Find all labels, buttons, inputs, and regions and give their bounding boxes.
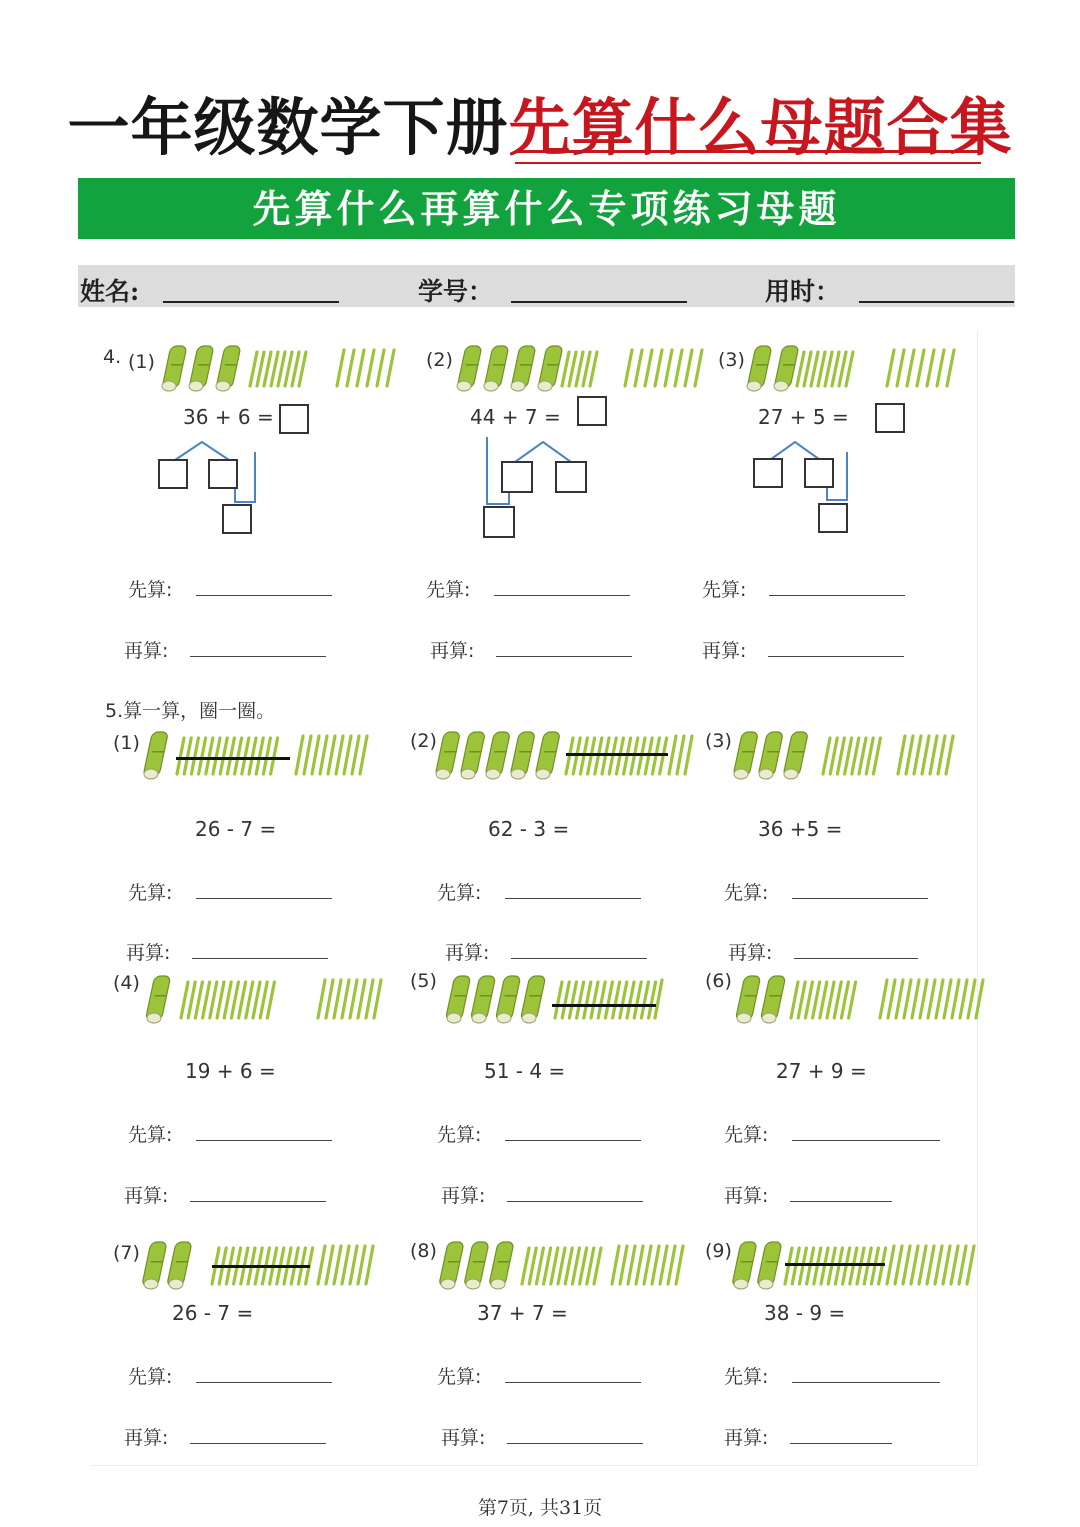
stick-bundle-icon (484, 346, 509, 391)
stick-bundle-icon (760, 976, 785, 1023)
stick-bundle-icon (142, 1242, 167, 1289)
stick-bundle-icon (747, 346, 772, 391)
q4-1-tens-box[interactable] (208, 459, 238, 489)
stick-bundle-icon (735, 976, 760, 1023)
single-sticks-icon (887, 350, 954, 386)
banner-text: 先算什么再算什么专项练习母题 (252, 186, 841, 231)
q5-4-then-label: 再算: (124, 1185, 169, 1207)
q4-1-answer-box[interactable] (279, 404, 309, 434)
stick-bundle-icon (167, 1242, 192, 1289)
single-sticks-icon (177, 738, 278, 774)
q4-2-first-label: 先算: (426, 579, 471, 601)
stick-bundle-icon (216, 346, 241, 391)
q5-1-first-line[interactable] (196, 898, 332, 899)
q5-7-then-label: 再算: (124, 1427, 169, 1449)
page-footer: 第7页, 共31页 (477, 1497, 603, 1519)
q4-number: 4. (103, 346, 122, 368)
q5-9-then-label: 再算: (724, 1427, 769, 1449)
single-sticks-icon (250, 352, 306, 386)
q5-9-strike-line (785, 1263, 885, 1266)
q5-7-then-line[interactable] (190, 1443, 326, 1444)
q5-2-strike-line (566, 753, 668, 756)
q5-9-label: (9) (705, 1240, 732, 1262)
stick-bundle-icon (520, 976, 545, 1023)
q5-1-equation: 26 - 7 = (195, 817, 277, 841)
single-sticks-icon (318, 1246, 373, 1284)
single-sticks-icon (296, 736, 367, 774)
q5-4-first-label: 先算: (128, 1124, 173, 1146)
single-sticks-icon (785, 1248, 886, 1284)
stick-bundle-icon (439, 1242, 464, 1289)
q4-2-then-label: 再算: (430, 640, 475, 662)
single-sticks-icon (522, 1248, 601, 1284)
single-sticks-icon (318, 980, 381, 1018)
q5-6-equation: 27 + 9 = (776, 1059, 867, 1083)
stick-bundle-icon (464, 1242, 489, 1289)
single-sticks-icon (880, 980, 983, 1018)
q4-3-first-line[interactable] (769, 595, 905, 596)
stick-bundle-icon (733, 732, 758, 779)
time-label: 用时： (765, 277, 841, 306)
q5-8-label: (8) (410, 1240, 437, 1262)
q5-8-then-line[interactable] (507, 1443, 643, 1444)
q5-3-first-label: 先算: (724, 882, 769, 904)
q5-7-equation: 26 - 7 = (172, 1301, 254, 1325)
q5-4-first-line[interactable] (196, 1140, 332, 1141)
q5-6-then-line[interactable] (790, 1201, 892, 1202)
single-sticks-icon (669, 736, 692, 774)
stick-bundle-icon (457, 346, 482, 391)
q5-1-then-line[interactable] (192, 958, 328, 959)
q5-3-equation: 36 +5 = (758, 817, 843, 841)
q4-3-tens-box[interactable] (804, 458, 834, 488)
q4-3-ones-box[interactable] (753, 458, 783, 488)
single-sticks-icon (562, 352, 597, 386)
q5-3-label: (3) (705, 730, 732, 752)
stick-bundle-icon (460, 732, 485, 779)
single-sticks-icon (612, 1246, 683, 1284)
single-sticks-icon (337, 350, 394, 386)
q5-2-then-label: 再算: (445, 942, 490, 964)
q5-9-first-line[interactable] (792, 1382, 940, 1383)
stick-bundle-icon (774, 346, 799, 391)
single-sticks-icon (823, 738, 880, 774)
q5-2-first-label: 先算: (437, 882, 482, 904)
q5-6-then-label: 再算: (724, 1185, 769, 1207)
stick-bundle-icon (435, 732, 460, 779)
stick-bundle-icon (757, 1242, 782, 1289)
q5-3-then-label: 再算: (728, 942, 773, 964)
q4-2-sum-box[interactable] (483, 506, 515, 538)
q5-4-then-line[interactable] (190, 1201, 326, 1202)
stick-bundle-icon (495, 976, 520, 1023)
q5-8-then-label: 再算: (441, 1427, 486, 1449)
q4-1-then-line[interactable] (190, 656, 326, 657)
single-sticks-icon (791, 982, 856, 1018)
stick-bundle-icon (162, 346, 187, 391)
q5-3-then-line[interactable] (794, 958, 918, 959)
stick-bundle-icon (758, 732, 783, 779)
q5-5-then-label: 再算: (441, 1185, 486, 1207)
q4-2-tens-box[interactable] (555, 461, 587, 493)
q5-6-first-label: 先算: (724, 1124, 769, 1146)
stick-bundle-icon (145, 976, 170, 1023)
stick-bundle-icon (485, 732, 510, 779)
q5-3-first-line[interactable] (792, 898, 928, 899)
q4-3-label: (3) (718, 349, 745, 371)
q4-1-label: (1) (128, 351, 155, 373)
single-sticks-icon (898, 736, 953, 774)
q5-5-first-line[interactable] (505, 1140, 641, 1141)
stick-bundle-icon (470, 976, 495, 1023)
q5-8-first-line[interactable] (505, 1382, 641, 1383)
single-sticks-icon (181, 982, 274, 1018)
q5-7-first-line[interactable] (196, 1382, 332, 1383)
q4-1-ones-box[interactable] (158, 459, 188, 489)
q4-3-sum-box[interactable] (818, 503, 848, 533)
q5-1-then-label: 再算: (126, 942, 171, 964)
q5-heading: 5.算一算，圈一圈。 (105, 700, 276, 722)
q4-2-first-line[interactable] (494, 595, 630, 596)
stick-bundle-icon (538, 346, 563, 391)
q4-1-equation: 36 + 6 = (183, 405, 274, 429)
q5-4-label: (4) (113, 972, 140, 994)
q5-1-strike-line (176, 757, 290, 760)
q5-4-equation: 19 + 6 = (185, 1059, 276, 1083)
single-sticks-icon (555, 982, 656, 1018)
single-sticks-icon (797, 352, 853, 386)
stick-bundle-icon (445, 976, 470, 1023)
q5-8-equation: 37 + 7 = (477, 1301, 568, 1325)
q5-7-first-label: 先算: (128, 1366, 173, 1388)
q5-2-equation: 62 - 3 = (488, 817, 570, 841)
q5-9-equation: 38 - 9 = (764, 1301, 846, 1325)
title-part-red: 先算什么母题合集 (508, 91, 1013, 164)
q5-5-label: (5) (410, 970, 437, 992)
q4-2-equation: 44 + 7 = (470, 405, 561, 429)
stick-bundle-icon (535, 732, 560, 779)
q4-3-answer-box[interactable] (875, 403, 905, 433)
stick-bundle-icon (732, 1242, 757, 1289)
q5-1-first-label: 先算: (128, 882, 173, 904)
q4-1-first-label: 先算: (128, 579, 173, 601)
q5-5-equation: 51 - 4 = (484, 1059, 566, 1083)
q4-3-first-label: 先算: (702, 579, 747, 601)
q4-2-label: (2) (426, 349, 453, 371)
student-id-label: 学号： (418, 277, 494, 306)
q4-1-then-label: 再算: (124, 640, 169, 662)
stick-bundle-icon (783, 732, 808, 779)
name-label: 姓名: (80, 277, 140, 306)
q4-3-then-line[interactable] (768, 656, 904, 657)
stick-bundle-icon (489, 1242, 514, 1289)
single-sticks-icon (566, 738, 667, 774)
title-part-black: 一年级数学下册 (67, 91, 509, 164)
q4-1-first-line[interactable] (196, 595, 332, 596)
q4-2-then-line[interactable] (496, 656, 632, 657)
stick-bundle-icon (510, 732, 535, 779)
q5-2-label: (2) (410, 730, 437, 752)
q4-2-ones-box[interactable] (501, 461, 533, 493)
q5-6-first-line[interactable] (792, 1140, 940, 1141)
q4-2-answer-box[interactable] (577, 396, 607, 426)
stick-bundle-icon (189, 346, 214, 391)
single-sticks-icon (625, 350, 702, 386)
q5-7-strike-line (212, 1265, 310, 1268)
q5-9-first-label: 先算: (724, 1366, 769, 1388)
q4-3-equation: 27 + 5 = (758, 405, 849, 429)
q5-2-then-line[interactable] (511, 958, 647, 959)
single-sticks-icon (887, 1246, 974, 1284)
q5-9-then-line[interactable] (790, 1443, 892, 1444)
stick-bundle-icon (511, 346, 536, 391)
q5-5-first-label: 先算: (437, 1124, 482, 1146)
q4-3-then-label: 再算: (702, 640, 747, 662)
q5-6-label: (6) (705, 970, 732, 992)
q5-8-first-label: 先算: (437, 1366, 482, 1388)
q5-5-then-line[interactable] (507, 1201, 643, 1202)
q5-1-label: (1) (113, 732, 140, 754)
q5-5-strike-line (552, 1004, 656, 1007)
q5-7-label: (7) (113, 1242, 140, 1264)
q4-1-sum-box[interactable] (222, 504, 252, 534)
stick-bundle-icon (143, 732, 168, 779)
q5-2-first-line[interactable] (505, 898, 641, 899)
